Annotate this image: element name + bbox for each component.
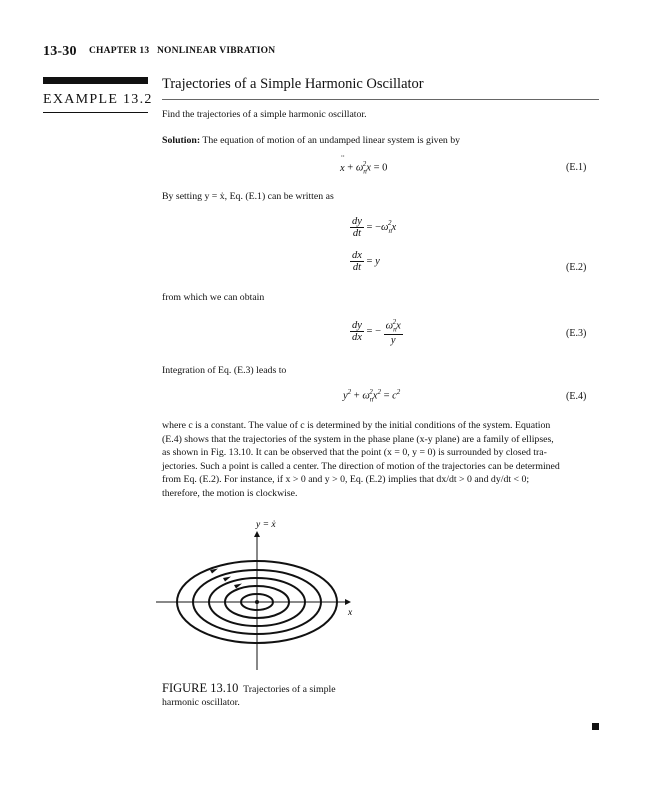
phase-plane-figure xyxy=(150,515,370,675)
example-title-rule xyxy=(162,99,599,100)
equation-label-e1: (E.1) xyxy=(566,162,587,173)
example-title: Trajectories of a Simple Harmonic Oscillator xyxy=(162,76,424,92)
direction-arrow xyxy=(223,577,231,582)
conclusion-line: from Eq. (E.2). For instance, if x > 0 and y > 0, Eq. (E.2) implies that dx/dt > 0 and dy/dt < 0; xyxy=(162,474,530,485)
from-text: from which we can obtain xyxy=(162,292,265,303)
equation-label-e2: (E.2) xyxy=(566,262,587,273)
page-number: 13-30 xyxy=(43,44,77,59)
equation-e1: x ¨ + $\omega_n^2x = 0$ xyxy=(340,153,388,176)
integration-text: Integration of Eq. (E.3) leads to xyxy=(162,365,287,376)
conclusion-line: jectories. Such a point is called a center. The direction of motion of the trajectories can be determined xyxy=(162,460,560,472)
conclusion-line: therefore, the motion is clockwise. xyxy=(162,487,298,499)
figure-caption xyxy=(162,682,372,709)
solution-label: Solution: xyxy=(162,135,201,146)
solution-text: The equation of motion of an undamped linear system is given by xyxy=(202,135,461,146)
figure-caption-text: Trajectories of a simple harmonic oscillator. xyxy=(162,684,336,708)
end-of-example-mark xyxy=(592,723,599,730)
conclusion-line: as shown in Fig. 13.10. It can be observed that the point (x = 0, y = 0) is surrounded by closed tra- xyxy=(162,447,547,458)
chapter-title: NONLINEAR VIBRATION xyxy=(157,46,276,56)
equation-label-e3: (E.3) xyxy=(566,328,587,339)
conclusion-line: where c is a constant. The value of c is determined by the initial conditions of the system. Equation xyxy=(162,420,551,431)
equation-e2a: $\frac{dy}{dt}$ = $-\omega_n^2x$ xyxy=(352,216,397,239)
equation-label-e4: (E.4) xyxy=(566,391,587,402)
center-point xyxy=(255,600,259,604)
equation-e3: $\frac{dy}{dx}$ = − $\frac{\omega_n^2x}{y}$ xyxy=(352,318,401,346)
example-statement: Find the trajectories of a simple harmonic oscillator. xyxy=(162,109,367,120)
equation-e4: $y^2 + \omega_n^2x^2 = c^2$ xyxy=(343,388,401,404)
conclusion-line: (E.4) shows that the trajectories of the system in the phase plane (x-y plane) are a family of ellipses, xyxy=(162,433,554,445)
y-axis-label: y = ẋ xyxy=(256,520,276,530)
x-axis-label: x xyxy=(348,608,353,618)
conclusion-paragraph xyxy=(162,419,600,500)
figure-number: FIGURE 13.10 xyxy=(162,681,239,695)
solution-intro xyxy=(162,134,460,148)
example-rule xyxy=(43,112,148,113)
setting-text: By setting y = ẋ, Eq. (E.1) can be written as xyxy=(162,191,334,202)
example-label: EXAMPLE 13.2 xyxy=(43,92,153,107)
example-bar xyxy=(43,77,148,84)
chapter-label: CHAPTER 13 xyxy=(89,46,150,56)
equation-e2b: $\frac{dx}{dt}$ = y xyxy=(352,250,380,273)
